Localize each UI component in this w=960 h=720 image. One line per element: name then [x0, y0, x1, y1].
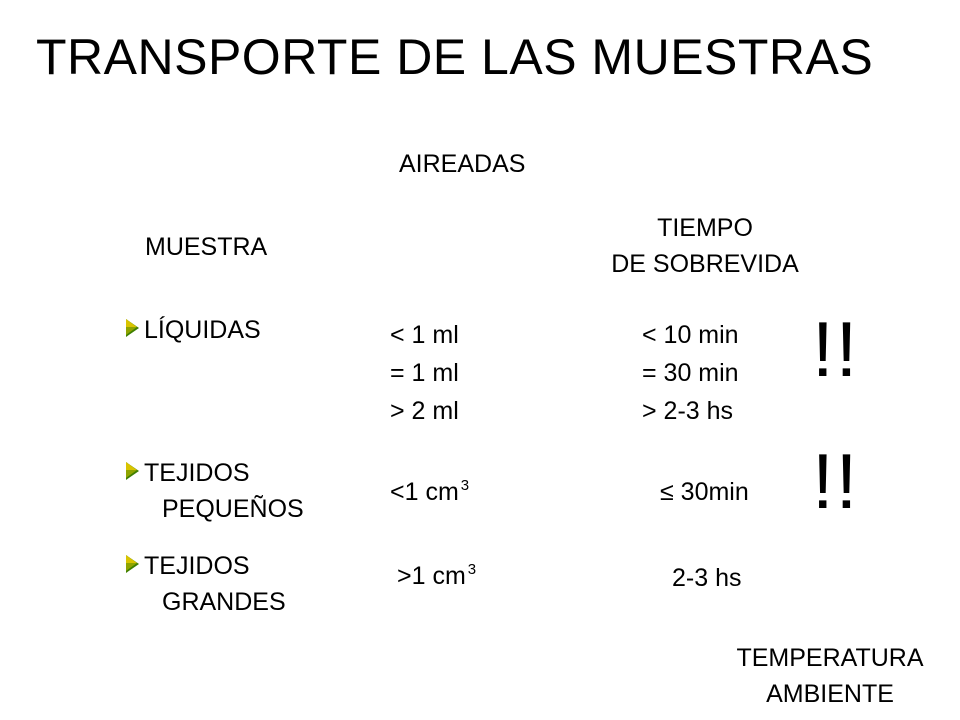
volume-list-liquidas [390, 316, 459, 430]
volume-value: >1 cm [397, 562, 466, 590]
arrowhead-bullet-icon [126, 318, 140, 338]
list-item-tejidos-grandes [126, 548, 286, 620]
volume-exponent: 3 [460, 477, 470, 494]
sample-line: PEQUEÑOS [162, 495, 304, 523]
slide-title: TRANSPORTE DE LAS MUESTRAS [36, 29, 874, 85]
temperature-line-2: AMBIENTE [766, 680, 894, 708]
tiempo-line-2: DE SOBREVIDA [611, 250, 799, 278]
time-list-liquidas [642, 316, 739, 430]
column-heading-muestra: MUESTRA [145, 233, 268, 261]
tiempo-line-1: TIEMPO [657, 214, 753, 242]
sample-name [144, 312, 261, 348]
sample-line: TEJIDOS [144, 552, 250, 580]
sample-line: LÍQUIDAS [144, 316, 261, 344]
arrowhead-bullet-icon [126, 461, 140, 481]
volume-value: > 2 ml [390, 397, 459, 425]
time-value: < 10 min [642, 321, 739, 349]
sample-name [144, 548, 286, 620]
volume-value: <1 cm [390, 478, 459, 506]
warning-mark: !! [812, 437, 860, 525]
sample-name [144, 455, 304, 527]
volume-value: < 1 ml [390, 321, 459, 349]
time-tejidos-pequenos: ≤ 30min [660, 478, 749, 506]
sample-line: GRANDES [162, 588, 286, 616]
list-item-liquidas [126, 312, 261, 348]
arrowhead-bullet-icon [126, 554, 140, 574]
volume-exponent: 3 [467, 561, 477, 578]
time-value: > 2-3 hs [642, 397, 734, 425]
time-tejidos-grandes: 2-3 hs [672, 564, 742, 592]
sample-line: TEJIDOS [144, 459, 250, 487]
volume-tejidos-pequenos [390, 478, 469, 507]
column-heading-tiempo [582, 210, 828, 282]
warning-mark: !! [812, 305, 860, 393]
column-heading-aireadas: AIREADAS [399, 150, 526, 178]
list-item-tejidos-pequenos [126, 455, 304, 527]
volume-tejidos-grandes [397, 562, 476, 591]
temperature-line-1: TEMPERATURA [736, 644, 924, 672]
time-value: = 30 min [642, 359, 739, 387]
temperature-note [712, 640, 948, 712]
volume-value: = 1 ml [390, 359, 459, 387]
